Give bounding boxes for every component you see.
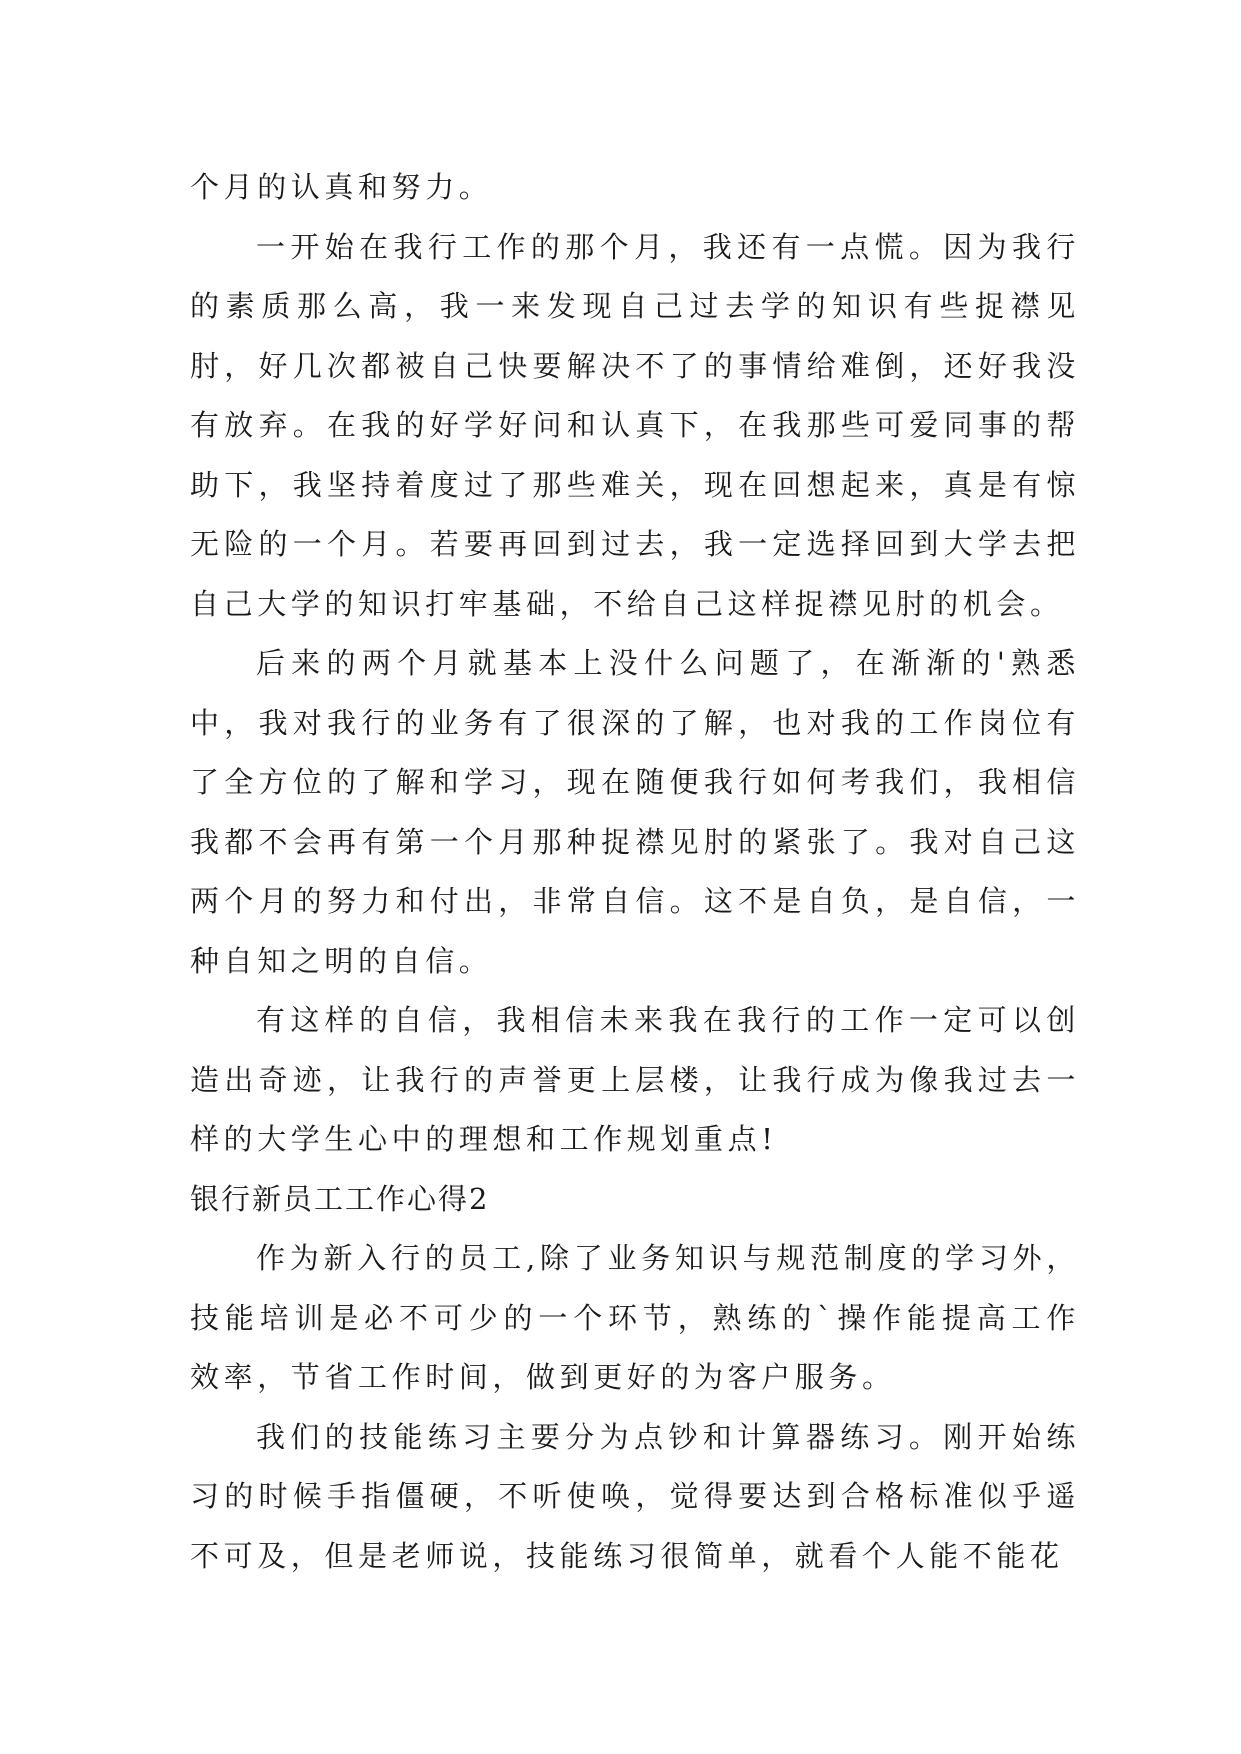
paragraph-first-month: 一开始在我行工作的那个月，我还有一点慌。因为我行的素质那么高，我一来发现自己过去学的知识有些捉襟见肘，好几次都被自己快要解决不了的事情给难倒，还好我没有放弃。在我的好学好问和认真下，在我那些可爱同事的帮助下，我坚持着度过了那些难关，现在回想起来，真是有惊无险的一个月。若要再回到过去，我一定选择回到大学去把自己大学的知识打牢基础，不给自己这样捉襟见肘的机会。	[190, 229, 1080, 621]
paragraph-later-months: 后来的两个月就基本上没什么问题了，在渐渐的'熟悉中，我对我行的业务有了很深的了解，也对我的工作岗位有了全方位的了解和学习，现在随便我行如何考我们，我相信我都不会再有第一个月那种捉襟见肘的紧张了。我对自己这两个月的努力和付出，非常自信。这不是自负，是自信，一种自知之明的自信。	[190, 646, 1080, 978]
paragraph-skills-practice: 我们的技能练习主要分为点钞和计算器练习。刚开始练习的时候手指僵硬，不听使唤，觉得要达到合格标准似乎遥不可及，但是老师说，技能练习很简单，就看个人能不能花	[190, 1419, 1080, 1573]
paragraph-skills-training: 作为新入行的员工,除了业务知识与规范制度的学习外，技能培训是必不可少的一个环节，熟练的`操作能提高工作效率，节省工作时间，做到更好的为客户服务。	[190, 1241, 1080, 1394]
document-body	[190, 158, 1080, 1586]
paragraph-confidence: 有这样的自信，我相信未来我在我行的工作一定可以创造出奇迹，让我行的声誉更上层楼，让我行成为像我过去一样的大学生心中的理想和工作规划重点!	[190, 1003, 1080, 1156]
paragraph-continuation: 个月的认真和努力。	[190, 170, 493, 204]
section-heading: 银行新员工工作心得2	[190, 1181, 490, 1216]
